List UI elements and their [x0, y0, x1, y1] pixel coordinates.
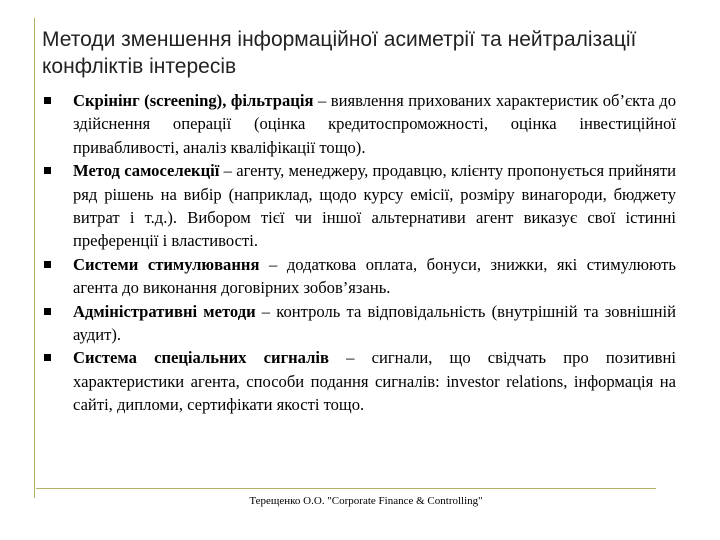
- bullet-text: – агенту, менеджеру, продавцю, клієнту пропонується прийняти ряд рішень на вибір (наприклад, щодо курсу емісії, розміру винагороди, бюджету витрат і т.д.). Вибором тієї чи іншої альтернативи агент виказує свої істинні преференції і властивості.: [73, 161, 676, 251]
- bullet-item-screening: [44, 89, 676, 159]
- bullet-term: Системи стимулювання: [73, 254, 260, 274]
- bullet-item-self-selection: [44, 159, 676, 253]
- bullet-text: – контроль та відповідальність (внутрішній та зовнішній аудит).: [73, 301, 676, 345]
- bullet-term: Метод самоселекції: [73, 161, 220, 181]
- square-bullet-icon: [44, 167, 51, 174]
- bullet-term: Скрінінг (screening), фільтрація: [73, 91, 314, 110]
- square-bullet-icon: [44, 97, 51, 104]
- bullet-item-signaling-system: [44, 346, 676, 416]
- square-bullet-icon: [44, 308, 51, 315]
- bullet-text: – сигнали, що свідчать про позитивні характеристики агента, способи подання сигналів: investor relations, інформація на сайті, дипломи, сертифікати якості тощо.: [73, 348, 676, 415]
- bullet-text: – додаткова оплата, бонуси, знижки, які стимулюють агента до виконання договірних зобов’язань.: [73, 254, 676, 298]
- slide-title: Методи зменшення інформаційної асиметрії та нейтралізації конфліктів інтересів: [42, 28, 637, 78]
- decorative-vertical-line: [34, 18, 35, 498]
- square-bullet-icon: [44, 354, 51, 361]
- bullet-item-administrative-methods: [44, 300, 676, 347]
- slide-footer: Терещенко О.О. "Corporate Finance & Controlling": [249, 495, 483, 507]
- bullet-list: [44, 89, 676, 417]
- bullet-item-incentive-systems: [44, 253, 676, 300]
- square-bullet-icon: [44, 261, 51, 268]
- bullet-term: Система спеціальних сигналів: [73, 348, 329, 368]
- decorative-horizontal-line: [36, 488, 656, 489]
- bullet-text: – виявлення прихованих характеристик об’єкта до здійснення операції (оцінка кредитоспроможності, оцінка інвестиційної привабливості, аналіз кваліфікації тощо).: [73, 91, 677, 157]
- bullet-term: Адміністративні методи: [73, 301, 256, 321]
